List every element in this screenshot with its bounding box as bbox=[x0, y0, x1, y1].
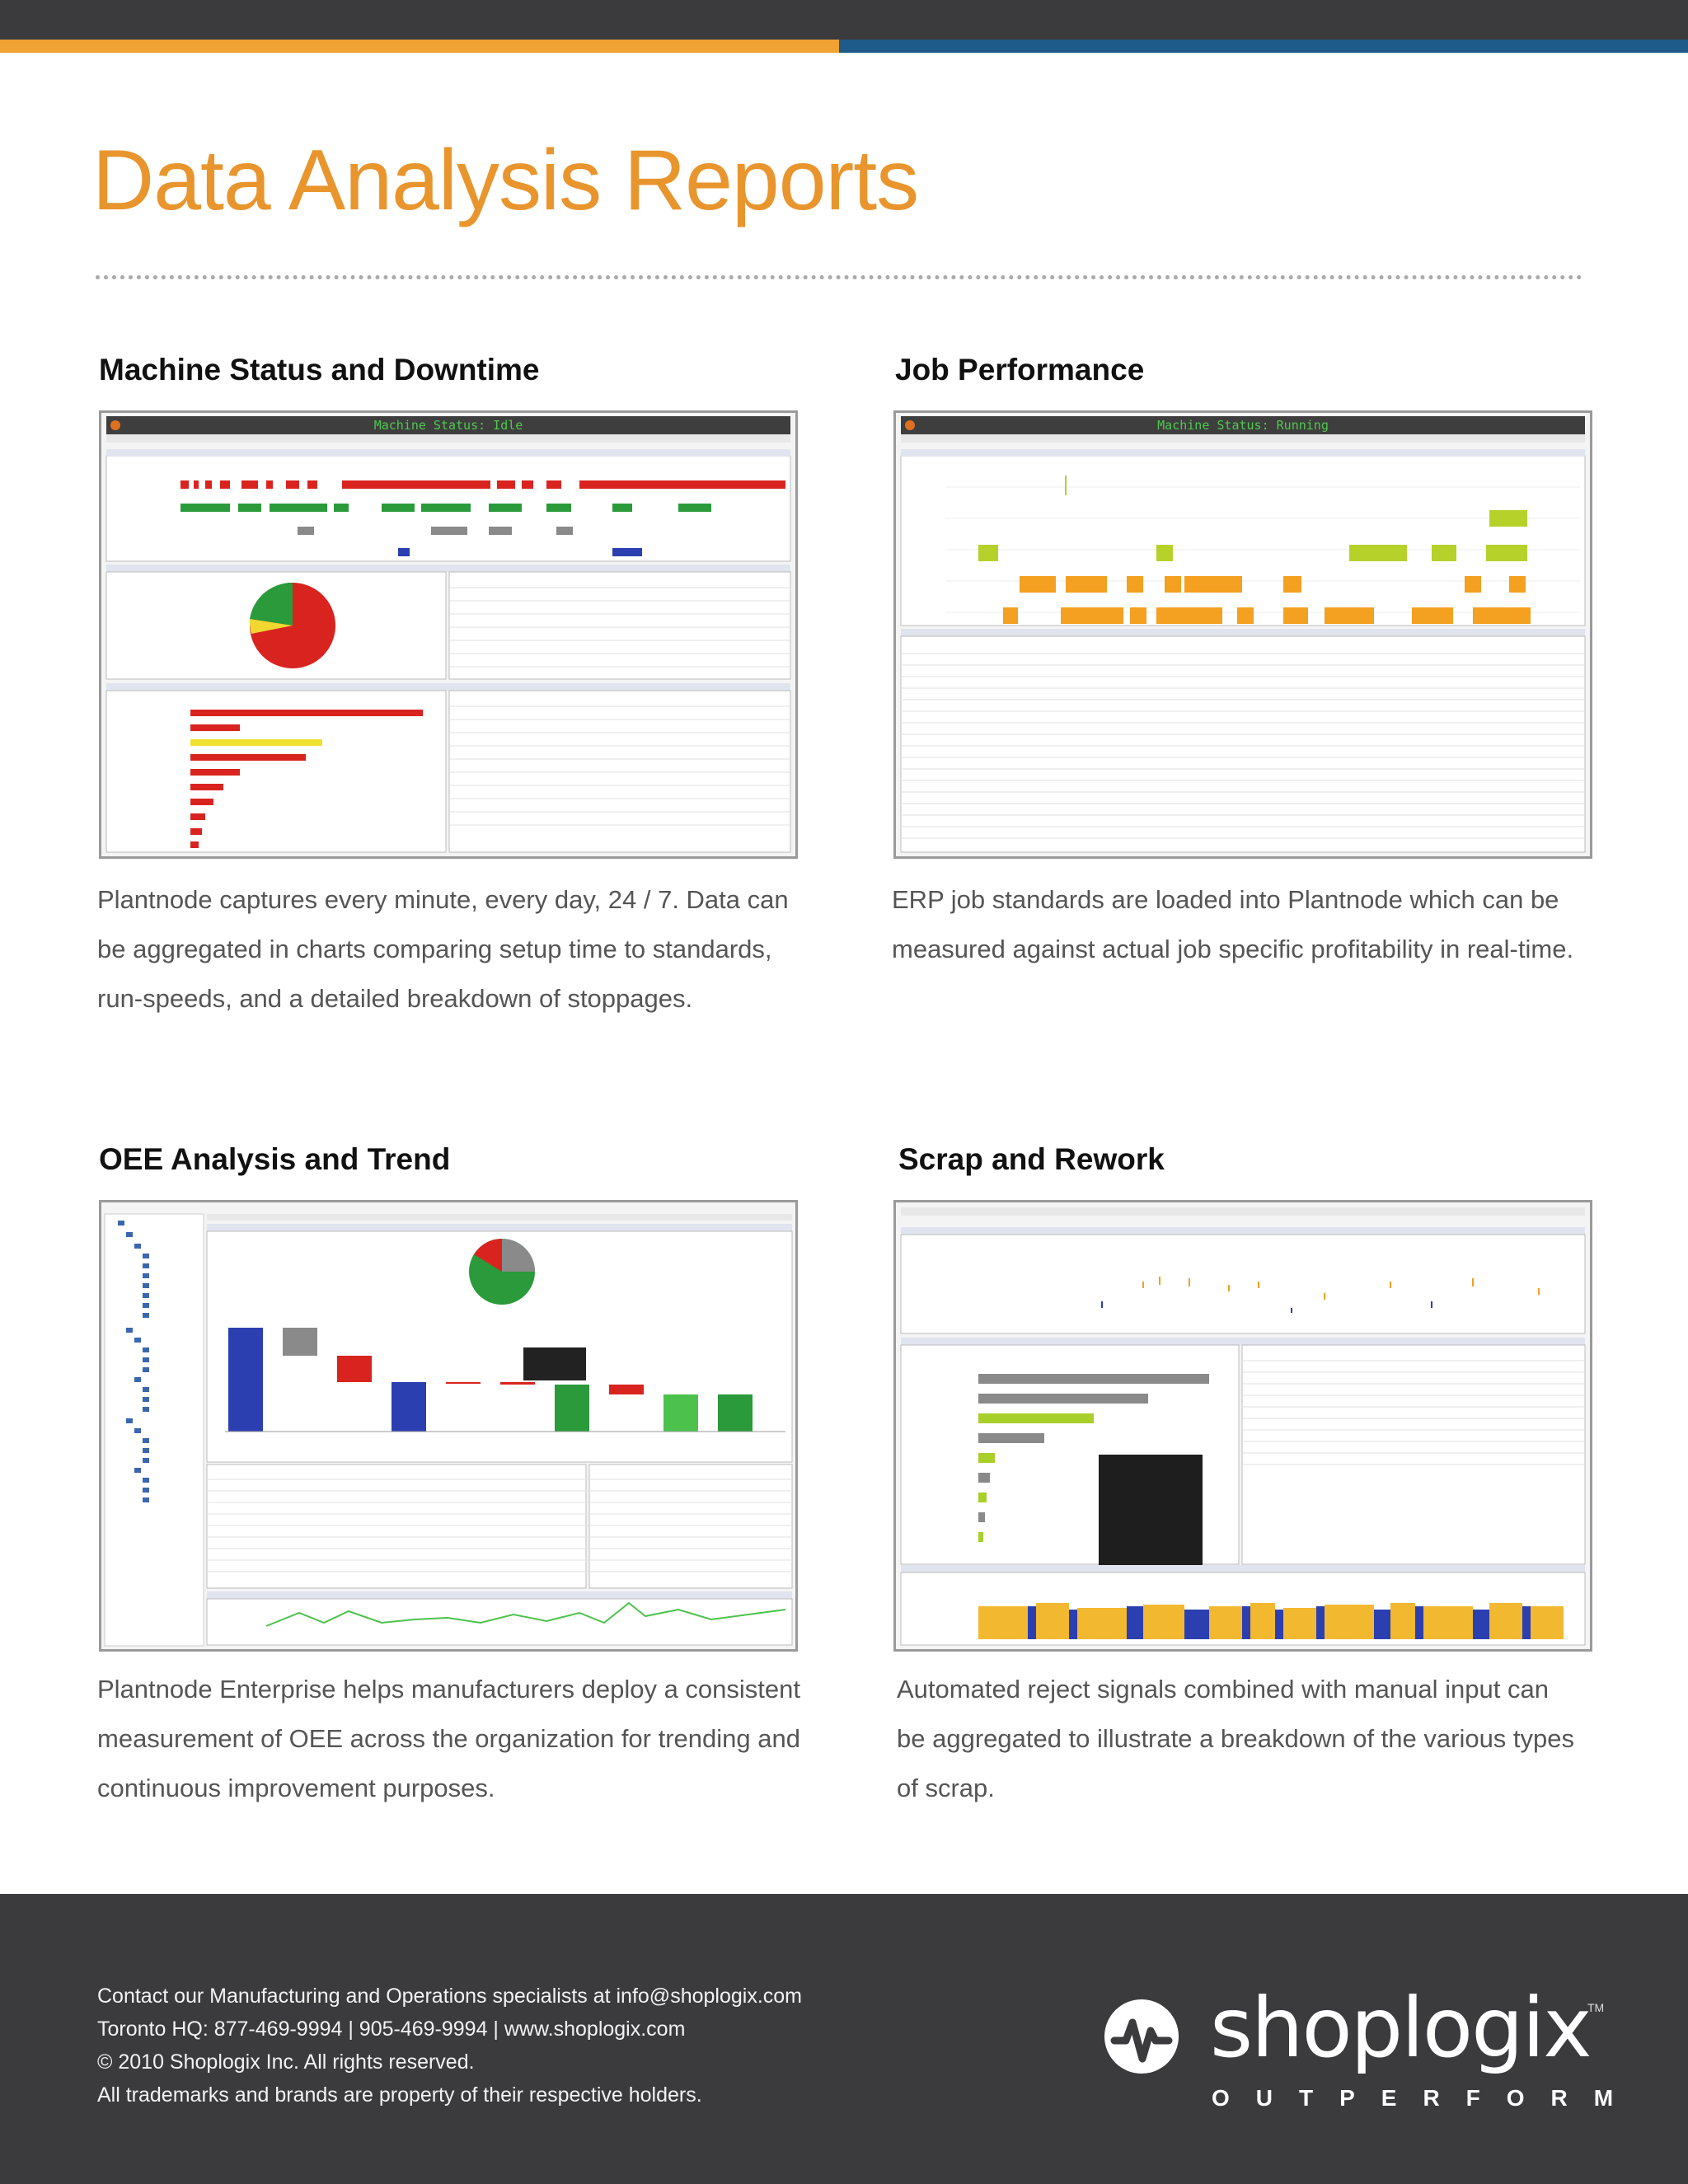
footer-contact bbox=[97, 1980, 802, 2111]
contact-line: Toronto HQ: 877-469-9994 | 905-469-9994 | www.shoplogix.com bbox=[97, 2018, 686, 2041]
machine-status-idle-label: Machine Status: Idle bbox=[373, 418, 523, 433]
trademark-symbol: TM bbox=[1587, 2001, 1605, 2014]
shoplogix-mark-icon bbox=[1103, 1998, 1180, 2075]
screenshot-job-performance bbox=[893, 410, 1592, 859]
section-title-machine-status: Machine Status and Downtime bbox=[99, 353, 540, 387]
dotted-divider bbox=[96, 275, 1582, 279]
caption-line: ERP job standards are loaded into Plantnode which can be bbox=[892, 885, 1559, 914]
page-title: Data Analysis Reports bbox=[92, 133, 919, 228]
screenshot-machine-status bbox=[99, 410, 798, 859]
section-title-job-performance: Job Performance bbox=[895, 353, 1145, 387]
screenshot-oee-analysis bbox=[99, 1200, 798, 1652]
brand-tagline: OUTPERFORM bbox=[1212, 2085, 1640, 2111]
caption-job-performance bbox=[892, 875, 1634, 974]
caption-scrap-rework bbox=[897, 1665, 1639, 1813]
shoplogix-logo bbox=[1103, 1980, 1640, 2118]
caption-machine-status bbox=[97, 875, 839, 1024]
caption-line: measured against actual job specific profitability in real-time. bbox=[892, 935, 1574, 963]
brand-name: shoplogix bbox=[1210, 1980, 1591, 2076]
caption-oee-analysis bbox=[97, 1665, 839, 1813]
caption-line: of scrap. bbox=[897, 1774, 995, 1802]
section-title-scrap-rework: Scrap and Rework bbox=[898, 1142, 1165, 1176]
caption-line: Plantnode captures every minute, every day, 24 / 7. Data can bbox=[97, 885, 789, 914]
accent-stripe-orange bbox=[0, 40, 839, 53]
caption-line: Plantnode Enterprise helps manufacturers deploy a consistent bbox=[97, 1675, 800, 1704]
caption-line: be aggregated to illustrate a breakdown of the various types bbox=[897, 1724, 1575, 1753]
accent-stripe-blue bbox=[839, 40, 1688, 53]
machine-status-running-label: Machine Status: Running bbox=[1157, 418, 1329, 433]
section-title-oee-analysis: OEE Analysis and Trend bbox=[99, 1142, 451, 1176]
caption-line: measurement of OEE across the organization for trending and bbox=[97, 1724, 800, 1753]
screenshot-scrap-rework bbox=[893, 1200, 1592, 1652]
caption-line: continuous improvement purposes. bbox=[97, 1774, 495, 1802]
trademark-line: All trademarks and brands are property of their respective holders. bbox=[97, 2083, 702, 2107]
contact-line: Contact our Manufacturing and Operations specialists at info@shoplogix.com bbox=[97, 1985, 802, 2008]
top-bar bbox=[0, 0, 1688, 40]
caption-line: Automated reject signals combined with manual input can bbox=[897, 1675, 1549, 1704]
caption-line: be aggregated in charts comparing setup time to standards, bbox=[97, 935, 772, 963]
copyright-line: © 2010 Shoplogix Inc. All rights reserved. bbox=[97, 2050, 475, 2074]
caption-line: run-speeds, and a detailed breakdown of stoppages. bbox=[97, 984, 693, 1013]
